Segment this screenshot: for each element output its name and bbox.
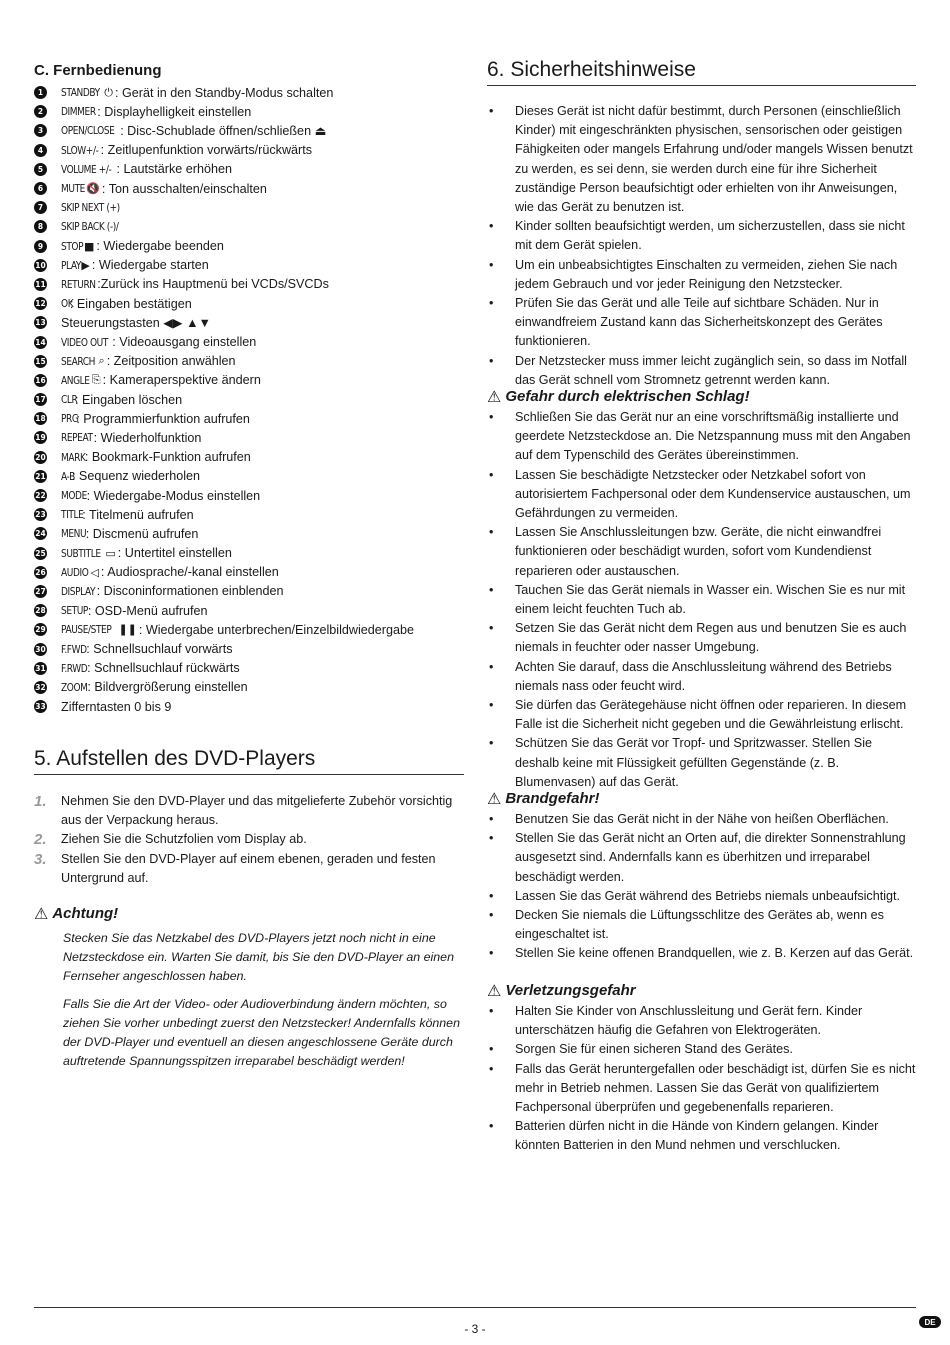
fire-title: Brandgefahr!	[505, 790, 600, 807]
page-number: - 3 -	[464, 1322, 486, 1336]
remote-item-description: :Zurück ins Hauptmenü bei VCDs/SVCDs	[97, 277, 329, 292]
item-number-badge: 23	[35, 510, 46, 520]
remote-item-description: : Wiedergabe unterbrechen/Einzelbildwiedergabe	[138, 622, 415, 637]
remote-key-label: DISPLAY	[61, 584, 96, 598]
remote-item	[34, 371, 464, 390]
bullet-text: Dieses Gerät ist nicht dafür bestimmt, durch Personen (einschließlich Kinder) mit eingeschränkten physischen, sensorischen oder geistigen Fähigkeiten oder mangels Erfahrung und/oder mangels Wissen benutzt zu werden, es sei denn, sie werden durch eine für ihre Sicherheit zuständige Person beaufsichtigt oder erhielten von ihr Anweisungen, wie das Gerät zu benutzen ist.	[515, 104, 913, 215]
language-badge: DE	[919, 1316, 941, 1328]
item-number-badge: 3	[34, 124, 47, 137]
safety-general-list	[487, 102, 916, 390]
bullet-text: Batterien dürfen nicht in die Hände von Kindern gelangen. Kinder könnten Batterien in den Mund nehmen und verschlucken.	[515, 1119, 879, 1153]
bullet-item	[487, 523, 916, 581]
setup-step	[34, 792, 464, 830]
item-number-badge: 25	[35, 548, 46, 558]
remote-key-label: SKIP NEXT (+)	[61, 201, 120, 215]
bullet-dot: •	[489, 104, 494, 118]
remote-item-description: : Schnellsuchlauf rückwärts	[87, 661, 240, 676]
safety-title-rule	[487, 85, 916, 86]
item-number-badge: 32	[35, 682, 46, 692]
bullet-dot: •	[489, 353, 494, 368]
remote-item	[34, 83, 464, 102]
remote-item	[34, 524, 464, 543]
bullet-item	[487, 906, 916, 944]
remote-item	[34, 217, 464, 236]
remote-item-description: : Sequenz wiederholen	[71, 469, 201, 484]
bullet-text: Stellen Sie das Gerät nicht an Orten auf, die direkter Sonnenstrahlung ausgesetzt sind. Andernfalls kann es überhitzen und irreparabel beschädigt werden.	[515, 831, 906, 884]
setup-step	[34, 830, 464, 849]
remote-key-symbol-icon: ❚❚	[118, 623, 137, 637]
remote-item-description: : Schnellsuchlauf vorwärts	[86, 642, 233, 657]
remote-item	[34, 659, 464, 678]
remote-key-label: F.FWD	[61, 642, 87, 656]
remote-item	[34, 582, 464, 601]
bullet-dot: •	[489, 296, 494, 311]
bullet-item	[487, 581, 916, 619]
item-number-badge: 13	[35, 318, 46, 328]
remote-item	[34, 678, 464, 697]
remote-item	[34, 639, 464, 658]
bullet-item	[487, 1117, 916, 1155]
remote-item-description: : Eingaben bestätigen	[69, 296, 192, 311]
remote-key-label: ZOOM	[61, 680, 88, 694]
bullet-item	[487, 408, 916, 466]
bullet-dot: •	[489, 698, 494, 713]
bullet-text: Lassen Sie das Gerät während des Betriebs niemals unbeaufsichtigt.	[515, 888, 901, 903]
item-number-badge: 27	[35, 586, 46, 596]
item-number-badge: 14	[35, 337, 46, 347]
warning-paragraph: Stecken Sie das Netzkabel des DVD-Players jetzt noch nicht in eine Netzsteckdose ein. Warten Sie damit, bis Sie den DVD-Player an einen Fernseher angeschlossen haben.	[63, 931, 454, 984]
remote-key-label: MODE	[61, 489, 87, 503]
item-number-badge: 12	[35, 299, 46, 309]
item-number-badge: 28	[35, 606, 46, 616]
remote-item-description: : Discmenü aufrufen	[85, 526, 199, 541]
item-number-badge: 10	[35, 260, 46, 270]
remote-key-label: VOLUME +/-	[61, 162, 112, 176]
remote-key-label: MARK	[61, 450, 86, 464]
bullet-text: Falls das Gerät heruntergefallen oder beschädigt ist, dürfen Sie es nicht mehr in Betrieb nehmen. Lassen Sie das Gerät von qualifiziertem Fachpersonal überprüfen und gegebenenfalls reparieren.	[515, 1061, 916, 1115]
item-number-badge: 1	[34, 86, 47, 99]
bullet-text: Achten Sie darauf, dass die Anschlussleitung während des Betriebs niemals nass oder feucht wird.	[515, 659, 892, 693]
step-text: Nehmen Sie den DVD-Player und das mitgelieferte Zubehör vorsichtig aus der Verpackung heraus.	[61, 794, 453, 828]
fire-list	[487, 810, 916, 964]
remote-item-description: : Bildvergrößerung einstellen	[87, 680, 248, 695]
remote-item	[34, 256, 464, 275]
remote-key-label: DIMMER	[61, 105, 96, 119]
remote-item-description: Zifferntasten 0 bis 9	[61, 699, 172, 714]
item-number-badge: 15	[35, 356, 46, 366]
item-number-badge: 31	[35, 663, 46, 673]
remote-key-label: CLR	[61, 393, 78, 407]
bullet-text: Benutzen Sie das Gerät nicht in der Nähe von heißen Oberflächen.	[515, 812, 889, 826]
remote-item-description: : Audiosprache/-kanal einstellen	[100, 565, 279, 580]
bullet-item	[487, 1040, 916, 1059]
remote-item-description: : Wiedergabe starten	[91, 258, 209, 273]
remote-item	[34, 179, 464, 198]
item-number-badge: 19	[35, 433, 46, 443]
item-number-badge: 26	[35, 567, 46, 577]
remote-item-description: : Untertitel einstellen	[117, 546, 232, 561]
remote-item	[34, 352, 464, 371]
remote-item	[34, 563, 464, 582]
bullet-dot: •	[489, 410, 494, 424]
bullet-dot: •	[489, 831, 494, 846]
remote-key-symbol-icon: ■	[84, 239, 95, 253]
item-number-badge: 20	[35, 452, 46, 462]
remote-item-description: : OSD-Menü aufrufen	[87, 603, 208, 618]
step-number: 3.	[34, 850, 47, 868]
bullet-item	[487, 102, 916, 217]
remote-key-label: PLAY	[61, 258, 82, 272]
remote-control-list	[34, 83, 464, 716]
remote-item-description: : Videoausgang einstellen	[112, 335, 257, 350]
warning-triangle-icon: ⚠	[487, 387, 502, 406]
bullet-item	[487, 294, 916, 352]
bullet-text: Stellen Sie keine offenen Brandquellen, wie z. B. Kerzen auf das Gerät.	[515, 946, 914, 961]
remote-key-label: MUTE	[61, 182, 85, 196]
item-number-badge: 8	[34, 220, 47, 233]
remote-key-label: AUDIO	[61, 565, 89, 579]
remote-key-label: ANGLE	[61, 373, 90, 387]
bullet-dot: •	[489, 219, 494, 234]
remote-item-description: : Programmierfunktion aufrufen	[76, 411, 250, 426]
item-number-badge: 18	[35, 414, 46, 424]
setup-title: 5. Aufstellen des DVD-Players	[34, 747, 316, 770]
remote-item-description: : Gerät in den Standby-Modus schalten	[114, 85, 334, 100]
bullet-text: Decken Sie niemals die Lüftungsschlitze des Gerätes ab, wenn es eingeschaltet ist.	[515, 908, 884, 942]
remote-item-description: : Disc-Schublade öffnen/schließen ⏏	[120, 124, 327, 139]
warning-heading	[34, 904, 118, 923]
bullet-dot: •	[489, 1061, 494, 1076]
remote-item	[34, 467, 464, 486]
bullet-text: Lassen Sie Anschlussleitungen bzw. Geräte, die nicht einwandfrei funktionieren oder beschädigt wurden, sofort vom Kundendienst reparieren oder austauschen.	[515, 525, 882, 578]
remote-item-description: : Kameraperspektive ändern	[102, 373, 261, 388]
bullet-text: Halten Sie Kinder von Anschlussleitung und Gerät fern. Kinder unterschätzen häufig die Gefahren von Elektrogeräten.	[515, 1004, 863, 1038]
bullet-item	[487, 217, 916, 255]
remote-item	[34, 275, 464, 294]
remote-item	[34, 620, 464, 639]
remote-item	[34, 409, 464, 428]
bullet-dot: •	[489, 1004, 494, 1018]
bullet-item	[487, 256, 916, 294]
remote-key-label: REPEAT	[61, 431, 93, 445]
remote-key-label: TITLE	[61, 508, 84, 522]
item-number-badge: 21	[35, 471, 46, 481]
remote-key-label: PRG	[61, 412, 79, 426]
bullet-text: Sorgen Sie für einen sicheren Stand des Gerätes.	[515, 1042, 793, 1057]
item-number-badge: 7	[34, 201, 47, 214]
remote-key-label: A-B	[61, 469, 75, 483]
bullet-item	[487, 1002, 916, 1040]
remote-key-label: SUBTITLE	[61, 546, 101, 560]
bullet-text: Der Netzstecker muss immer leicht zugänglich sein, so dass im Notfall das Gerät schnell vom Stromnetz getrennt werden kann.	[515, 353, 907, 387]
remote-item-description: : Wiedergabe beenden	[96, 239, 224, 254]
bullet-dot: •	[489, 736, 494, 751]
item-number-badge: 2	[34, 105, 47, 118]
item-number-badge: 30	[35, 644, 46, 654]
bullet-text: Schließen Sie das Gerät nur an eine vorschriftsmäßig installierte und geerdete Netzsteckdose an. Die Netzspannung muss mit den Angaben auf dem Typenschild des Gerätes übereinstimmen.	[515, 410, 911, 463]
remote-item	[34, 160, 464, 179]
remote-item-description: : Disconinformationen einblenden	[96, 584, 284, 599]
remote-item	[34, 198, 464, 217]
bullet-dot: •	[489, 908, 494, 923]
bullet-dot: •	[489, 582, 494, 597]
item-number-badge: 16	[35, 375, 46, 385]
remote-key-label: SEARCH	[61, 354, 96, 368]
fire-heading	[487, 789, 600, 808]
remote-key-symbol-icon: ⌕	[98, 354, 105, 368]
remote-item	[34, 505, 464, 524]
bullet-item	[487, 829, 916, 887]
remote-item-description: : Ton ausschalten/einschalten	[101, 181, 267, 196]
warning-paragraph: Falls Sie die Art der Video- oder Audioverbindung ändern möchten, so ziehen Sie vorher unbedingt zuerst den Netzstecker! Andernfalls können der DVD-Player und eventuell an diesen angeschlossene Geräte durch auftretende Spannungsspitzen irreparabel beschädigt werden!	[63, 996, 460, 1069]
shock-title: Gefahr durch elektrischen Schlag!	[505, 388, 750, 405]
remote-key-label: RETURN	[61, 277, 96, 291]
remote-item	[34, 141, 464, 160]
bullet-item	[487, 658, 916, 696]
remote-key-label: PAUSE/STEP	[61, 623, 112, 637]
bullet-item	[487, 810, 916, 829]
bullet-dot: •	[489, 1042, 494, 1057]
remote-item	[34, 601, 464, 620]
item-number-badge: 9	[34, 240, 47, 253]
bullet-item	[487, 619, 916, 657]
setup-steps	[34, 792, 464, 888]
bullet-item	[487, 944, 916, 963]
remote-key-label: SLOW+/-	[61, 143, 99, 157]
warning-triangle-icon: ⚠	[487, 981, 502, 1000]
bullet-item	[487, 696, 916, 734]
bullet-dot: •	[489, 888, 494, 903]
shock-heading	[487, 387, 750, 406]
item-number-badge: 24	[35, 529, 46, 539]
remote-key-symbol-icon: ⏻	[104, 85, 113, 99]
remote-item-description: : Titelmenü aufrufen	[82, 507, 194, 522]
item-number-badge: 4	[34, 144, 47, 157]
step-number: 1.	[34, 793, 47, 810]
remote-item-description: : Displayhelligkeit einstellen	[97, 104, 252, 119]
remote-key-label: VIDEO OUT	[61, 335, 108, 349]
remote-item	[34, 486, 464, 505]
bullet-text: Setzen Sie das Gerät nicht dem Regen aus und benutzen Sie es auch niemals in feuchter oder nasser Umgebung.	[515, 621, 907, 655]
bullet-item	[487, 734, 916, 792]
remote-item	[34, 448, 464, 467]
footer-rule	[34, 1307, 916, 1308]
remote-item-description: : Bookmark-Funktion aufrufen	[84, 450, 251, 465]
remote-key-label: OPEN/CLOSE	[61, 124, 115, 138]
remote-item	[34, 102, 464, 121]
remote-item	[34, 390, 464, 409]
remote-item-description: : Zeitlupenfunktion vorwärts/rückwärts	[100, 143, 313, 158]
bullet-item	[487, 352, 916, 390]
bullet-text: Lassen Sie beschädigte Netzstecker oder Netzkabel sofort von autorisiertem Fachpersonal oder dem Kundenservice austauschen, um Gefährdungen zu vermeiden.	[515, 467, 911, 521]
bullet-dot: •	[489, 621, 494, 636]
warning-title: Achtung!	[52, 905, 119, 922]
remote-key-label: STOP	[61, 239, 84, 253]
remote-key-label: MENU	[61, 527, 87, 541]
step-text: Ziehen Sie die Schutzfolien vom Display ab.	[61, 832, 307, 847]
item-number-badge: 17	[35, 395, 46, 405]
setup-title-rule	[34, 774, 464, 775]
bullet-item	[487, 466, 916, 524]
injury-title: Verletzungsgefahr	[505, 982, 636, 999]
warning-text	[63, 929, 465, 1079]
remote-item-description: : Zeitposition anwählen	[106, 354, 236, 369]
remote-item	[34, 544, 464, 563]
setup-step	[34, 850, 464, 888]
remote-key-symbol-icon: ▭	[105, 546, 116, 560]
remote-item-description: : Eingaben löschen	[74, 392, 183, 407]
bullet-dot: •	[489, 257, 494, 272]
remote-heading: C. Fernbedienung	[34, 62, 162, 79]
step-number: 2.	[34, 831, 47, 849]
warning-triangle-icon: ⚠	[34, 904, 49, 923]
remote-item-description: : Wiedergabe-Modus einstellen	[86, 488, 261, 503]
remote-key-label: SKIP BACK (-)/	[61, 220, 119, 234]
remote-key-symbol-icon: ⎘	[91, 373, 101, 387]
bullet-text: Prüfen Sie das Gerät und alle Teile auf sichtbare Schäden. Nur in einwandfreiem Zustand kann das Sicherheitskonzept des Gerätes funktionieren.	[515, 296, 883, 349]
remote-key-symbol-icon: ◁	[90, 565, 99, 579]
bullet-text: Sie dürfen das Gerätegehäuse nicht öffnen oder reparieren. In diesem Falle ist die Sicherheit nicht gegeben und die Gewährleistung erlischt.	[515, 698, 907, 732]
bullet-text: Um ein unbeabsichtigtes Einschalten zu vermeiden, ziehen Sie nach jedem Gebrauch und vor jeder Reinigung den Netzstecker.	[515, 257, 898, 291]
bullet-text: Tauchen Sie das Gerät niemals in Wasser ein. Wischen Sie es nur mit einem leicht feuchten Tuch ab.	[515, 582, 906, 617]
remote-key-symbol-icon: ▶	[81, 258, 90, 272]
step-text: Stellen Sie den DVD-Player auf einem ebenen, geraden und festen Untergrund auf.	[61, 851, 436, 885]
item-number-badge: 33	[35, 702, 46, 712]
safety-title: 6. Sicherheitshinweise	[487, 58, 696, 81]
bullet-dot: •	[489, 467, 494, 482]
remote-key-symbol-icon: 🔇	[86, 182, 100, 196]
remote-key-label: STANDBY	[61, 86, 100, 100]
bullet-dot: •	[489, 946, 494, 961]
bullet-dot: •	[489, 812, 494, 826]
item-number-badge: 11	[35, 279, 46, 289]
injury-list	[487, 1002, 916, 1156]
bullet-dot: •	[489, 1119, 494, 1134]
remote-key-label: OK	[61, 297, 74, 311]
remote-item	[34, 294, 464, 313]
item-number-badge: 22	[35, 491, 46, 501]
remote-item	[34, 313, 464, 332]
remote-item-description: : Wiederholfunktion	[93, 430, 202, 445]
remote-key-label: SETUP	[61, 604, 88, 618]
remote-item	[34, 332, 464, 351]
item-number-badge: 5	[34, 163, 47, 176]
shock-list	[487, 408, 916, 792]
bullet-dot: •	[489, 525, 494, 540]
remote-item	[34, 121, 464, 140]
bullet-text: Schützen Sie das Gerät vor Tropf- und Spritzwasser. Stellen Sie deshalb keine mit Flüssigkeit gefüllten Gegenstände (z. B. Blumenvasen) auf das Gerät.	[515, 736, 872, 789]
bullet-item	[487, 887, 916, 906]
bullet-text: Kinder sollten beaufsichtigt werden, um sicherzustellen, dass sie nicht mit dem Gerät spielen.	[515, 219, 905, 253]
remote-item	[34, 237, 464, 256]
remote-item-description: Steuerungstasten ◀▶ ▲▼	[61, 316, 212, 331]
remote-item-description: : Lautstärke erhöhen	[116, 162, 232, 177]
remote-key-label: F.RWD	[61, 661, 88, 675]
bullet-dot: •	[489, 659, 494, 674]
bullet-item	[487, 1060, 916, 1118]
warning-triangle-icon: ⚠	[487, 789, 502, 808]
remote-item	[34, 697, 464, 716]
injury-heading	[487, 981, 636, 1000]
item-number-badge: 29	[35, 625, 46, 635]
item-number-badge: 6	[34, 182, 47, 195]
remote-item	[34, 428, 464, 447]
